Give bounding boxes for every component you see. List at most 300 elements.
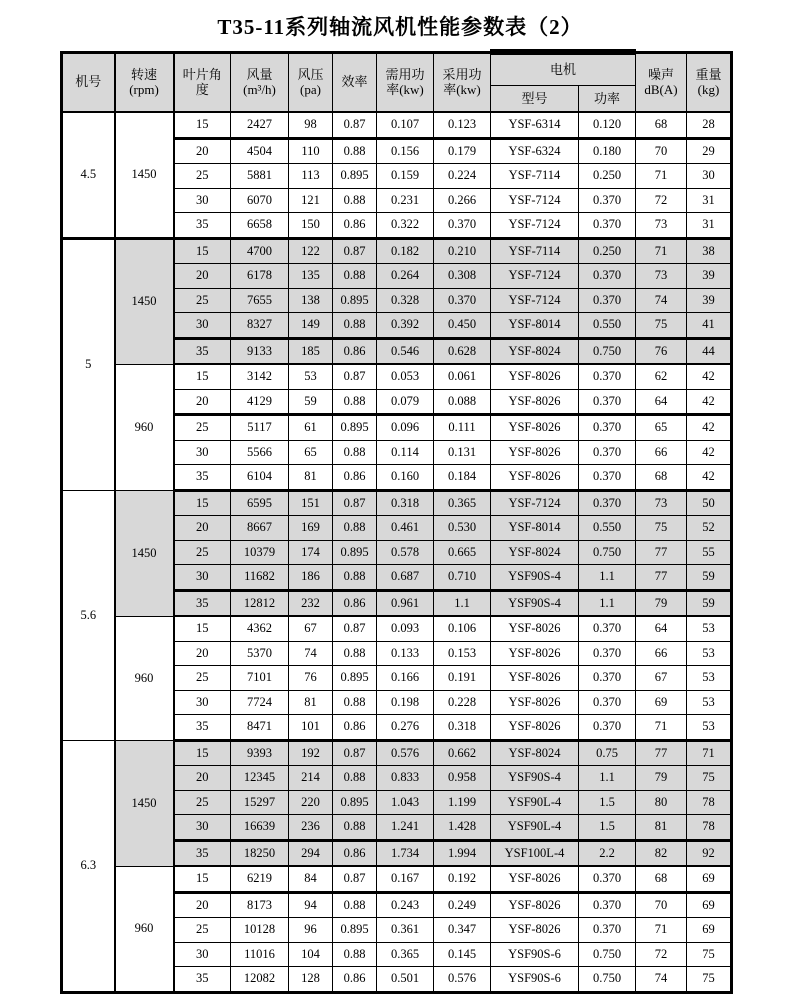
cell-efficiency: 0.88 [333, 389, 377, 415]
cell-efficiency: 0.895 [333, 790, 377, 815]
cell-blade-angle: 35 [174, 967, 231, 993]
cell-motor-model: YSF-6324 [491, 138, 579, 164]
cell-efficiency: 0.87 [333, 616, 377, 641]
cell-air-pressure: 81 [289, 690, 333, 715]
cell-air-pressure: 98 [289, 112, 333, 138]
speed-cell: 960 [115, 616, 174, 740]
cell-motor-power: 0.370 [579, 918, 636, 943]
cell-efficiency: 0.87 [333, 238, 377, 264]
cell-noise: 73 [636, 490, 687, 516]
cell-blade-angle: 20 [174, 389, 231, 415]
cell-adopted-power: 1.994 [434, 840, 491, 866]
cell-weight: 53 [687, 715, 732, 741]
cell-efficiency: 0.87 [333, 364, 377, 389]
cell-blade-angle: 20 [174, 264, 231, 289]
cell-weight: 28 [687, 112, 732, 138]
cell-air-volume: 6219 [231, 866, 289, 892]
cell-required-power: 0.546 [377, 338, 434, 364]
cell-noise: 69 [636, 690, 687, 715]
cell-air-pressure: 174 [289, 540, 333, 565]
cell-air-volume: 8327 [231, 313, 289, 339]
cell-motor-model: YSF-8026 [491, 690, 579, 715]
cell-blade-angle: 30 [174, 815, 231, 841]
cell-motor-model: YSF-8026 [491, 641, 579, 666]
cell-required-power: 0.276 [377, 715, 434, 741]
cell-noise: 75 [636, 313, 687, 339]
cell-efficiency: 0.88 [333, 264, 377, 289]
cell-motor-model: YSF90S-4 [491, 590, 579, 616]
cell-blade-angle: 15 [174, 740, 231, 766]
cell-blade-angle: 25 [174, 790, 231, 815]
cell-adopted-power: 1.428 [434, 815, 491, 841]
cell-blade-angle: 15 [174, 866, 231, 892]
cell-air-pressure: 94 [289, 892, 333, 918]
cell-blade-angle: 15 [174, 112, 231, 138]
cell-motor-model: YSF90S-4 [491, 766, 579, 791]
cell-required-power: 0.392 [377, 313, 434, 339]
cell-motor-model: YSF-7124 [491, 288, 579, 313]
cell-adopted-power: 0.111 [434, 415, 491, 441]
cell-air-volume: 6104 [231, 465, 289, 491]
cell-motor-power: 1.1 [579, 590, 636, 616]
cell-noise: 82 [636, 840, 687, 866]
col-header-motor-power: 功率 [579, 86, 636, 113]
cell-adopted-power: 0.347 [434, 918, 491, 943]
cell-required-power: 0.159 [377, 164, 434, 189]
cell-motor-model: YSF-8024 [491, 338, 579, 364]
cell-air-volume: 8173 [231, 892, 289, 918]
cell-blade-angle: 25 [174, 666, 231, 691]
cell-motor-power: 1.1 [579, 565, 636, 591]
speed-cell: 1450 [115, 740, 174, 866]
col-header-adopted-power-line1: 采用功 [442, 66, 482, 82]
cell-efficiency: 0.86 [333, 715, 377, 741]
cell-blade-angle: 30 [174, 313, 231, 339]
cell-air-pressure: 59 [289, 389, 333, 415]
cell-motor-power: 0.370 [579, 364, 636, 389]
cell-motor-power: 0.370 [579, 264, 636, 289]
speed-cell: 960 [115, 866, 174, 992]
cell-efficiency: 0.88 [333, 188, 377, 213]
cell-adopted-power: 0.106 [434, 616, 491, 641]
cell-blade-angle: 15 [174, 490, 231, 516]
cell-air-pressure: 151 [289, 490, 333, 516]
cell-air-pressure: 232 [289, 590, 333, 616]
table-row [62, 866, 732, 892]
cell-efficiency: 0.87 [333, 740, 377, 766]
cell-noise: 70 [636, 892, 687, 918]
cell-air-volume: 11016 [231, 942, 289, 967]
speed-cell: 1450 [115, 112, 174, 238]
cell-adopted-power: 0.061 [434, 364, 491, 389]
cell-efficiency: 0.86 [333, 967, 377, 993]
cell-blade-angle: 30 [174, 188, 231, 213]
cell-air-pressure: 84 [289, 866, 333, 892]
cell-efficiency: 0.88 [333, 440, 377, 465]
cell-air-volume: 4504 [231, 138, 289, 164]
cell-air-pressure: 61 [289, 415, 333, 441]
cell-weight: 53 [687, 616, 732, 641]
col-header-weight-line2: (kg) [697, 82, 720, 98]
cell-noise: 71 [636, 918, 687, 943]
cell-air-pressure: 110 [289, 138, 333, 164]
cell-noise: 77 [636, 740, 687, 766]
cell-air-volume: 9133 [231, 338, 289, 364]
col-header-required-power-line2: 率(kw) [386, 82, 424, 98]
cell-efficiency: 0.86 [333, 465, 377, 491]
cell-required-power: 0.578 [377, 540, 434, 565]
col-header-efficiency [333, 52, 377, 112]
cell-motor-power: 0.370 [579, 213, 636, 239]
cell-motor-model: YSF90L-4 [491, 815, 579, 841]
col-header-efficiency-label: 效率 [341, 74, 368, 90]
cell-air-volume: 5370 [231, 641, 289, 666]
cell-adopted-power: 0.662 [434, 740, 491, 766]
cell-noise: 72 [636, 188, 687, 213]
cell-required-power: 0.107 [377, 112, 434, 138]
cell-air-volume: 4700 [231, 238, 289, 264]
cell-blade-angle: 35 [174, 213, 231, 239]
cell-blade-angle: 35 [174, 715, 231, 741]
cell-noise: 71 [636, 715, 687, 741]
cell-motor-model: YSF-7124 [491, 213, 579, 239]
cell-adopted-power: 0.145 [434, 942, 491, 967]
cell-blade-angle: 25 [174, 540, 231, 565]
cell-weight: 52 [687, 516, 732, 541]
cell-noise: 64 [636, 616, 687, 641]
cell-efficiency: 0.86 [333, 840, 377, 866]
cell-motor-power: 0.750 [579, 338, 636, 364]
col-header-air-pressure [289, 52, 333, 112]
cell-adopted-power: 0.192 [434, 866, 491, 892]
cell-noise: 66 [636, 440, 687, 465]
cell-air-pressure: 192 [289, 740, 333, 766]
cell-required-power: 0.365 [377, 942, 434, 967]
cell-required-power: 0.833 [377, 766, 434, 791]
cell-air-volume: 16639 [231, 815, 289, 841]
cell-motor-power: 0.120 [579, 112, 636, 138]
cell-motor-model: YSF90L-4 [491, 790, 579, 815]
cell-air-pressure: 169 [289, 516, 333, 541]
cell-noise: 72 [636, 942, 687, 967]
cell-air-pressure: 186 [289, 565, 333, 591]
cell-air-pressure: 74 [289, 641, 333, 666]
cell-motor-model: YSF-6314 [491, 112, 579, 138]
cell-weight: 69 [687, 918, 732, 943]
cell-weight: 42 [687, 364, 732, 389]
cell-required-power: 1.043 [377, 790, 434, 815]
cell-noise: 64 [636, 389, 687, 415]
cell-weight: 29 [687, 138, 732, 164]
cell-air-volume: 8471 [231, 715, 289, 741]
cell-required-power: 0.079 [377, 389, 434, 415]
col-header-noise-line2: dB(A) [644, 82, 678, 98]
cell-blade-angle: 30 [174, 942, 231, 967]
cell-noise: 81 [636, 815, 687, 841]
cell-air-volume: 7724 [231, 690, 289, 715]
cell-adopted-power: 0.958 [434, 766, 491, 791]
cell-motor-model: YSF-8026 [491, 465, 579, 491]
cell-motor-power: 0.370 [579, 616, 636, 641]
cell-adopted-power: 0.088 [434, 389, 491, 415]
cell-weight: 42 [687, 440, 732, 465]
cell-noise: 77 [636, 540, 687, 565]
cell-adopted-power: 0.210 [434, 238, 491, 264]
speed-cell: 1450 [115, 490, 174, 616]
cell-efficiency: 0.88 [333, 892, 377, 918]
cell-noise: 73 [636, 264, 687, 289]
cell-adopted-power: 0.266 [434, 188, 491, 213]
cell-air-volume: 5566 [231, 440, 289, 465]
cell-noise: 70 [636, 138, 687, 164]
cell-air-volume: 6178 [231, 264, 289, 289]
cell-air-volume: 7655 [231, 288, 289, 313]
cell-adopted-power: 0.123 [434, 112, 491, 138]
cell-efficiency: 0.895 [333, 540, 377, 565]
cell-motor-model: YSF-8026 [491, 866, 579, 892]
cell-air-pressure: 81 [289, 465, 333, 491]
col-header-required-power-line1: 需用功 [385, 66, 425, 82]
cell-motor-power: 0.750 [579, 967, 636, 993]
cell-required-power: 1.734 [377, 840, 434, 866]
col-header-air-volume-line1: 风量 [246, 66, 273, 82]
cell-air-pressure: 185 [289, 338, 333, 364]
cell-adopted-power: 0.308 [434, 264, 491, 289]
cell-required-power: 0.243 [377, 892, 434, 918]
cell-efficiency: 0.86 [333, 338, 377, 364]
cell-required-power: 0.053 [377, 364, 434, 389]
cell-air-pressure: 65 [289, 440, 333, 465]
table-row [62, 616, 732, 641]
table-row [62, 364, 732, 389]
cell-weight: 42 [687, 389, 732, 415]
cell-air-volume: 3142 [231, 364, 289, 389]
cell-motor-power: 0.370 [579, 465, 636, 491]
cell-required-power: 0.166 [377, 666, 434, 691]
cell-weight: 55 [687, 540, 732, 565]
cell-noise: 74 [636, 288, 687, 313]
cell-weight: 78 [687, 815, 732, 841]
cell-weight: 31 [687, 213, 732, 239]
col-header-adopted-power [434, 52, 491, 112]
cell-air-pressure: 138 [289, 288, 333, 313]
cell-adopted-power: 0.228 [434, 690, 491, 715]
col-header-noise-line1: 噪声 [647, 66, 674, 82]
cell-weight: 38 [687, 238, 732, 264]
cell-noise: 68 [636, 112, 687, 138]
cell-efficiency: 0.895 [333, 164, 377, 189]
cell-adopted-power: 0.179 [434, 138, 491, 164]
cell-weight: 31 [687, 188, 732, 213]
cell-blade-angle: 25 [174, 164, 231, 189]
cell-air-pressure: 101 [289, 715, 333, 741]
cell-motor-power: 0.75 [579, 740, 636, 766]
cell-noise: 66 [636, 641, 687, 666]
cell-adopted-power: 0.365 [434, 490, 491, 516]
cell-motor-power: 0.370 [579, 715, 636, 741]
cell-air-volume: 18250 [231, 840, 289, 866]
cell-efficiency: 0.88 [333, 565, 377, 591]
cell-weight: 59 [687, 590, 732, 616]
cell-motor-power: 0.370 [579, 666, 636, 691]
cell-required-power: 1.241 [377, 815, 434, 841]
cell-noise: 79 [636, 590, 687, 616]
cell-blade-angle: 15 [174, 364, 231, 389]
cell-weight: 41 [687, 313, 732, 339]
cell-efficiency: 0.86 [333, 213, 377, 239]
cell-efficiency: 0.88 [333, 516, 377, 541]
cell-weight: 69 [687, 892, 732, 918]
cell-air-pressure: 128 [289, 967, 333, 993]
cell-motor-model: YSF-8026 [491, 918, 579, 943]
cell-noise: 76 [636, 338, 687, 364]
cell-motor-power: 0.180 [579, 138, 636, 164]
cell-weight: 42 [687, 415, 732, 441]
cell-blade-angle: 25 [174, 918, 231, 943]
cell-motor-power: 0.750 [579, 540, 636, 565]
cell-required-power: 0.576 [377, 740, 434, 766]
cell-air-pressure: 220 [289, 790, 333, 815]
cell-air-volume: 2427 [231, 112, 289, 138]
cell-motor-model: YSF-8026 [491, 364, 579, 389]
cell-adopted-power: 0.628 [434, 338, 491, 364]
cell-required-power: 0.114 [377, 440, 434, 465]
cell-air-volume: 6070 [231, 188, 289, 213]
cell-air-pressure: 67 [289, 616, 333, 641]
cell-blade-angle: 15 [174, 616, 231, 641]
cell-required-power: 0.198 [377, 690, 434, 715]
col-header-speed [115, 52, 174, 112]
cell-blade-angle: 30 [174, 440, 231, 465]
cell-air-volume: 4362 [231, 616, 289, 641]
cell-noise: 73 [636, 213, 687, 239]
cell-air-pressure: 122 [289, 238, 333, 264]
cell-air-volume: 8667 [231, 516, 289, 541]
cell-motor-model: YSF100L-4 [491, 840, 579, 866]
cell-air-volume: 6658 [231, 213, 289, 239]
cell-efficiency: 0.87 [333, 866, 377, 892]
cell-noise: 71 [636, 164, 687, 189]
cell-efficiency: 0.87 [333, 490, 377, 516]
cell-weight: 69 [687, 866, 732, 892]
cell-efficiency: 0.88 [333, 942, 377, 967]
cell-efficiency: 0.88 [333, 766, 377, 791]
cell-motor-power: 0.250 [579, 238, 636, 264]
cell-motor-model: YSF-8014 [491, 516, 579, 541]
cell-efficiency: 0.88 [333, 313, 377, 339]
cell-blade-angle: 25 [174, 288, 231, 313]
cell-required-power: 0.461 [377, 516, 434, 541]
cell-weight: 53 [687, 690, 732, 715]
cell-motor-power: 0.370 [579, 415, 636, 441]
col-header-motor: 电机 [491, 52, 636, 86]
cell-adopted-power: 0.710 [434, 565, 491, 591]
cell-adopted-power: 0.249 [434, 892, 491, 918]
col-header-motor-model: 型号 [491, 86, 579, 113]
cell-noise: 62 [636, 364, 687, 389]
cell-efficiency: 0.895 [333, 288, 377, 313]
cell-air-pressure: 135 [289, 264, 333, 289]
col-header-air-pressure-line2: (pa) [300, 82, 321, 98]
cell-motor-power: 0.550 [579, 313, 636, 339]
cell-motor-model: YSF90S-6 [491, 967, 579, 993]
cell-noise: 77 [636, 565, 687, 591]
cell-adopted-power: 0.370 [434, 213, 491, 239]
col-header-machine-no [62, 52, 115, 112]
cell-air-pressure: 113 [289, 164, 333, 189]
cell-air-volume: 7101 [231, 666, 289, 691]
cell-motor-model: YSF-8024 [491, 740, 579, 766]
cell-weight: 59 [687, 565, 732, 591]
cell-noise: 75 [636, 516, 687, 541]
cell-required-power: 0.231 [377, 188, 434, 213]
cell-air-volume: 5117 [231, 415, 289, 441]
cell-motor-model: YSF-8026 [491, 389, 579, 415]
col-header-blade-angle-line2: 度 [195, 82, 209, 98]
cell-efficiency: 0.87 [333, 112, 377, 138]
cell-blade-angle: 20 [174, 892, 231, 918]
cell-motor-power: 0.250 [579, 164, 636, 189]
cell-motor-power: 1.5 [579, 815, 636, 841]
cell-motor-model: YSF-8026 [491, 440, 579, 465]
cell-air-volume: 10128 [231, 918, 289, 943]
table-row [62, 112, 732, 138]
machine-number-cell: 6.3 [62, 740, 115, 992]
cell-motor-model: YSF-8026 [491, 616, 579, 641]
cell-air-pressure: 294 [289, 840, 333, 866]
cell-motor-model: YSF-7124 [491, 264, 579, 289]
cell-required-power: 0.093 [377, 616, 434, 641]
cell-weight: 42 [687, 465, 732, 491]
cell-efficiency: 0.86 [333, 590, 377, 616]
cell-weight: 71 [687, 740, 732, 766]
cell-required-power: 0.961 [377, 590, 434, 616]
cell-motor-model: YSF-8026 [491, 892, 579, 918]
cell-adopted-power: 0.370 [434, 288, 491, 313]
cell-weight: 75 [687, 967, 732, 993]
cell-blade-angle: 20 [174, 766, 231, 791]
cell-motor-power: 1.1 [579, 766, 636, 791]
cell-blade-angle: 35 [174, 465, 231, 491]
cell-motor-power: 0.370 [579, 389, 636, 415]
cell-motor-power: 0.370 [579, 892, 636, 918]
cell-required-power: 0.182 [377, 238, 434, 264]
cell-motor-power: 0.370 [579, 288, 636, 313]
cell-efficiency: 0.895 [333, 918, 377, 943]
col-header-speed-line1: 转速 [130, 66, 157, 82]
cell-air-pressure: 53 [289, 364, 333, 389]
cell-adopted-power: 1.1 [434, 590, 491, 616]
cell-efficiency: 0.88 [333, 641, 377, 666]
cell-motor-power: 2.2 [579, 840, 636, 866]
cell-air-volume: 10379 [231, 540, 289, 565]
col-header-adopted-power-line2: 率(kw) [443, 82, 481, 98]
cell-adopted-power: 0.184 [434, 465, 491, 491]
machine-number-cell: 5 [62, 238, 115, 490]
cell-adopted-power: 0.576 [434, 967, 491, 993]
cell-blade-angle: 20 [174, 138, 231, 164]
cell-efficiency: 0.88 [333, 138, 377, 164]
cell-noise: 68 [636, 866, 687, 892]
cell-air-pressure: 76 [289, 666, 333, 691]
cell-motor-power: 0.370 [579, 440, 636, 465]
table-header [62, 52, 732, 112]
col-header-air-volume [231, 52, 289, 112]
cell-required-power: 0.501 [377, 967, 434, 993]
table-row [62, 490, 732, 516]
machine-number-cell: 5.6 [62, 490, 115, 740]
cell-weight: 50 [687, 490, 732, 516]
